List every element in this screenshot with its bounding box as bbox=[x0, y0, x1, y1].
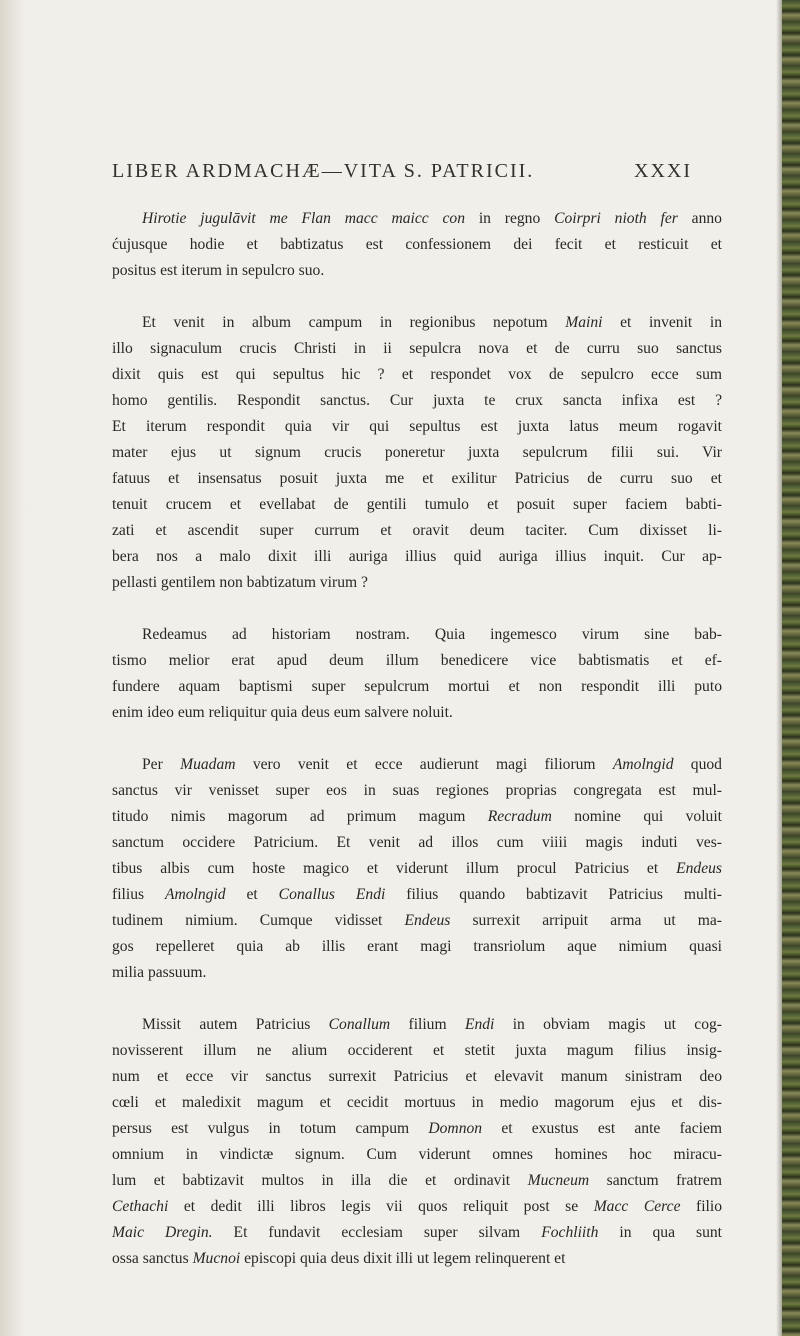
text-line bbox=[112, 934, 722, 960]
text-line bbox=[112, 908, 722, 934]
text-line bbox=[112, 388, 722, 414]
running-header bbox=[112, 160, 692, 183]
text-segment: episcopi quia deus dixit illi ut legem relinquerent et bbox=[240, 1250, 566, 1267]
text-segment: in obviam magis ut cog- bbox=[494, 1016, 722, 1033]
text-segment: enim ideo eum reliquitur quia deus eum salvere noluit. bbox=[112, 704, 453, 721]
book-binding-edge bbox=[782, 0, 800, 1336]
text-segment: lum et babtizavit multos in illa die et ordinavit bbox=[112, 1172, 528, 1189]
text-segment: tibus albis cum hoste magico et viderunt illum procul Patricius et bbox=[112, 860, 677, 877]
text-line bbox=[112, 570, 722, 596]
text-segment: Redeamus ad historiam nostram. Quia ingemesco virum sine bab- bbox=[142, 626, 722, 643]
text-segment: positus est iterum in sepulcro suo. bbox=[112, 262, 325, 279]
text-segment: homo gentilis. Respondit sanctus. Cur juxta te crux sancta infixa est ? bbox=[112, 392, 722, 409]
text-segment: gos repelleret quia ab illis erant magi transriolum aque nimium quasi bbox=[112, 938, 722, 955]
text-segment: num et ecce vir sanctus surrexit Patricius et elevavit manum sinistram deo bbox=[112, 1068, 722, 1085]
italic-name: Conallum bbox=[328, 1016, 391, 1033]
text-segment: filius bbox=[112, 886, 165, 903]
text-line bbox=[112, 778, 722, 804]
text-line bbox=[112, 518, 722, 544]
italic-name: Endi bbox=[464, 1016, 495, 1033]
text-segment: in qua sunt bbox=[598, 1224, 723, 1241]
text-line bbox=[112, 440, 722, 466]
text-segment: tismo melior erat apud deum illum benedicere vice babtismatis et ef- bbox=[112, 652, 722, 669]
text-line bbox=[112, 544, 722, 570]
text-line bbox=[112, 1012, 722, 1038]
text-segment: dixit quis est qui sepultus hic ? et respondet vox de sepulcro ecce sum bbox=[112, 366, 722, 383]
text-line bbox=[112, 1038, 722, 1064]
italic-name: Endeus bbox=[676, 860, 722, 877]
text-line bbox=[112, 1116, 722, 1142]
text-line bbox=[112, 1090, 722, 1116]
text-line bbox=[112, 882, 722, 908]
italic-name: Amolngid bbox=[612, 756, 674, 773]
italic-name: Amolngid bbox=[164, 886, 226, 903]
text-line bbox=[112, 622, 722, 648]
text-line bbox=[112, 414, 722, 440]
text-line bbox=[112, 1246, 722, 1272]
italic-name: Maic Dregin. bbox=[112, 1224, 213, 1241]
italic-name: Mucnoi bbox=[192, 1250, 241, 1267]
text-line bbox=[112, 206, 722, 232]
text-line bbox=[112, 700, 722, 726]
text-segment: fundere aquam baptismi super sepulcrum mortui et non respondit illi puto bbox=[112, 678, 722, 695]
text-segment: et dedit illi libros legis vii quos reliquit post se bbox=[168, 1198, 594, 1215]
text-segment: mater ejus ut signum crucis poneretur juxta sepulcrum filii sui. Vir bbox=[112, 444, 722, 461]
text-segment: surrexit arripuit arma ut ma- bbox=[450, 912, 723, 929]
text-segment: ćujusque hodie et babtizatus est confessionem dei fecit et resticuit et bbox=[112, 236, 722, 253]
italic-name: Macc Cerce bbox=[593, 1198, 681, 1215]
text-segment: tenuit crucem et evellabat de gentili tumulo et posuit super faciem babti- bbox=[112, 496, 722, 513]
text-segment: bera nos a malo dixit illi auriga illius quid auriga illius inquit. Cur ap- bbox=[112, 548, 722, 565]
text-line bbox=[112, 310, 722, 336]
text-segment: sanctus vir venisset super eos in suas regiones proprias congregata est mul- bbox=[112, 782, 722, 799]
text-segment: milia passuum. bbox=[112, 964, 207, 981]
text-line bbox=[112, 492, 722, 518]
text-segment: quod bbox=[673, 756, 722, 773]
paragraph bbox=[112, 622, 722, 726]
italic-name: Cethachi bbox=[112, 1198, 169, 1215]
page-edge-shadow bbox=[0, 0, 26, 1336]
italic-name: Fochliith bbox=[541, 1224, 599, 1241]
text-line bbox=[112, 1220, 722, 1246]
paragraph bbox=[112, 206, 722, 284]
text-line bbox=[112, 362, 722, 388]
text-segment: cœli et maledixit magum et cecidit mortuus in medio magorum ejus et dis- bbox=[112, 1094, 722, 1111]
text-segment: et exustus est ante faciem bbox=[482, 1120, 723, 1137]
body-text bbox=[112, 206, 722, 1298]
text-line bbox=[112, 674, 722, 700]
italic-name: Maini bbox=[565, 314, 603, 331]
italic-name: Coirpri nioth fer bbox=[554, 210, 678, 227]
text-segment: anno bbox=[677, 210, 722, 227]
text-segment: Per bbox=[142, 756, 181, 773]
text-line bbox=[112, 258, 722, 284]
italic-name: Hirotie jugulāvit me Flan macc maicc con bbox=[142, 210, 466, 227]
text-segment: omnium in vindictæ signum. Cum viderunt omnes homines hoc miracu- bbox=[112, 1146, 722, 1163]
text-line bbox=[112, 1142, 722, 1168]
text-segment: Missit autem Patricius bbox=[142, 1016, 329, 1033]
text-segment: novisserent illum ne alium occiderent et stetit juxta magum filius insig- bbox=[112, 1042, 722, 1059]
text-line bbox=[112, 1064, 722, 1090]
italic-name: Endeus bbox=[404, 912, 451, 929]
text-segment: Et fundavit ecclesiam super silvam bbox=[212, 1224, 542, 1241]
text-segment: filio bbox=[680, 1198, 723, 1215]
text-segment: nomine qui voluit bbox=[551, 808, 722, 825]
text-segment: Et venit in album campum in regionibus nepotum bbox=[142, 314, 566, 331]
text-segment: sanctum occidere Patricium. Et venit ad illos cum viiii magis induti ves- bbox=[112, 834, 722, 851]
text-line bbox=[112, 804, 722, 830]
running-title: LIBER ARDMACHÆ—VITA S. PATRICII. bbox=[112, 160, 535, 182]
text-segment: in regno bbox=[465, 210, 555, 227]
text-segment: et bbox=[225, 886, 279, 903]
italic-name: Recradum bbox=[487, 808, 552, 825]
text-segment: titudo nimis magorum ad primum magum bbox=[112, 808, 488, 825]
italic-name: Conallus Endi bbox=[278, 886, 386, 903]
paragraph bbox=[112, 1012, 722, 1272]
text-segment: tudinem nimium. Cumque vidisset bbox=[112, 912, 405, 929]
text-segment: sanctum fratrem bbox=[589, 1172, 722, 1189]
text-line bbox=[112, 466, 722, 492]
text-segment: pellasti gentilem non babtizatum virum ? bbox=[112, 574, 368, 591]
text-line bbox=[112, 1194, 722, 1220]
text-segment: et invenit in bbox=[602, 314, 722, 331]
text-line bbox=[112, 830, 722, 856]
text-line bbox=[112, 232, 722, 258]
italic-name: Muadam bbox=[180, 756, 236, 773]
italic-name: Domnon bbox=[428, 1120, 483, 1137]
text-segment: filius quando babtizavit Patricius multi- bbox=[385, 886, 723, 903]
text-segment: fatuus et insensatus posuit juxta me et exilitur Patricius de curru suo et bbox=[112, 470, 722, 487]
text-line bbox=[112, 336, 722, 362]
text-line bbox=[112, 856, 722, 882]
text-segment: ossa sanctus bbox=[112, 1250, 193, 1267]
text-line bbox=[112, 648, 722, 674]
italic-name: Mucneum bbox=[527, 1172, 590, 1189]
text-segment: vero venit et ecce audierunt magi filiorum bbox=[235, 756, 613, 773]
paragraph bbox=[112, 752, 722, 986]
text-line bbox=[112, 752, 722, 778]
page-number: XXXI bbox=[634, 160, 692, 182]
text-segment: Et iterum respondit quia vir qui sepultus est juxta latus meum rogavit bbox=[112, 418, 722, 435]
text-line bbox=[112, 960, 722, 986]
text-segment: illo signaculum crucis Christi in ii sepulcra nova et de curru suo sanctus bbox=[112, 340, 722, 357]
text-segment: persus est vulgus in totum campum bbox=[112, 1120, 429, 1137]
text-line bbox=[112, 1168, 722, 1194]
text-segment: zati et ascendit super currum et oravit deum taciter. Cum dixisset li- bbox=[112, 522, 722, 539]
text-segment: filium bbox=[390, 1016, 465, 1033]
paragraph bbox=[112, 310, 722, 596]
